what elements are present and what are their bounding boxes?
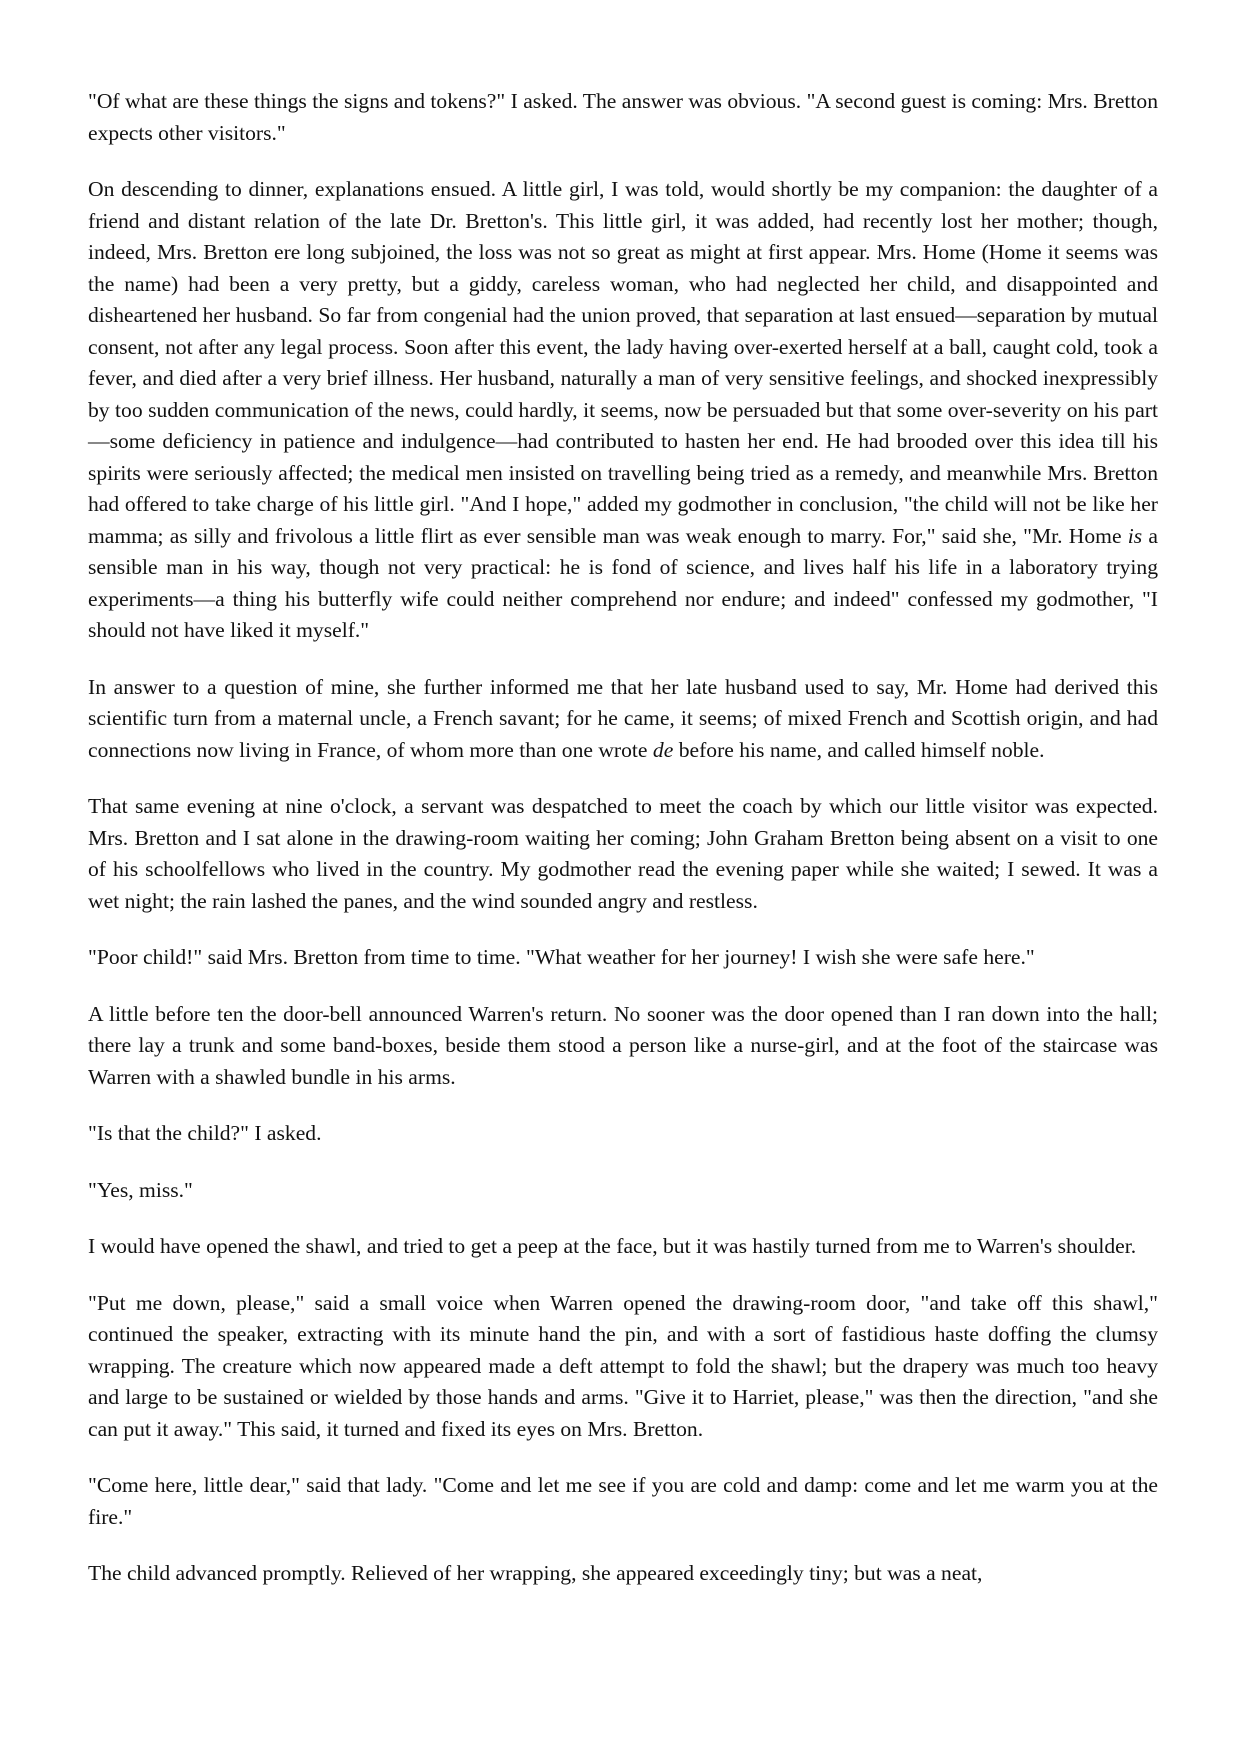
paragraph-2-text-b: a sensible man in his way, though not very practical: he is fond of science, and lives half his life in a laboratory trying experiments—a thing his butterfly wife could neither comprehend nor endure; and indeed" confessed my godmother, "I should not have liked it myself." [88,523,1159,642]
paragraph-1 [88,86,1158,149]
paragraph-5-text: "Poor child!" said Mrs. Bretton from time to time. "What weather for her journey! I wish she were safe here." [88,945,1035,969]
paragraph-4-text: That same evening at nine o'clock, a servant was despatched to meet the coach by which our little visitor was expected. Mrs. Bretton and I sat alone in the drawing-room waiting her coming; John Graham Bretton being absent on a visit to one of his schoolfellows who lived in the country. My godmother read the evening paper while she waited; I sewed. It was a wet night; the rain lashed the panes, and the wind sounded angry and restless. [88,794,1158,913]
paragraph-2-text-a: On descending to dinner, explanations ensued. A little girl, I was told, would shortly be my companion: the daughter of a friend and distant relation of the late Dr. Bretton's. This little girl, it was added, had recently lost her mother; though, indeed, Mrs. Bretton ere long subjoined, the loss was not so great as might at first appear. Mrs. Home (Home it seems was the name) had been a very pretty, but a giddy, careless woman, who had neglected her child, and disappointed and disheartened her husband. So far from congenial had the union proved, that separation at last ensued—separation by mutual consent, not after any legal process. Soon after this event, the lady having over-exerted herself at a ball, caught cold, took a fever, and died after a very brief illness. Her husband, naturally a man of very sensitive feelings, and shocked inexpressibly by too sudden communication of the news, could hardly, it seems, now be persuaded but that some over-severity on his part—some deficiency in patience and indulgence—had contributed to hasten her end. He had brooded over this idea till his spirits were seriously affected; the medical men insisted on travelling being tried as a remedy, and meanwhile Mrs. Bretton had offered to take charge of his little girl. "And I hope," added my godmother in conclusion, "the child will not be like her mamma; as silly and frivolous a little flirt as ever sensible man was weak enough to marry. For," said she, "Mr. Home [88,177,1158,548]
paragraph-8-text: "Yes, miss." [88,1177,193,1202]
paragraph-5 [88,942,1158,974]
paragraph-3-text-a: In answer to a question of mine, she further informed me that her late husband used to say, Mr. Home had derived this scientific turn from a maternal uncle, a French savant; for he came, it seems; of mixed French and Scottish origin, and had connections now living in France, of whom more than one wrote [88,674,1158,762]
paragraph-3 [88,672,1158,767]
paragraph-12 [88,1558,1158,1590]
paragraph-12-text: The child advanced promptly. Relieved of her wrapping, she appeared exceedingly tiny; but was a neat, [88,1561,983,1585]
paragraph-10-text: "Put me down, please," said a small voice when Warren opened the drawing-room door, "and take off this shawl," continued the speaker, extracting with its minute hand the pin, and with a sort of fastidious haste doffing the clumsy wrapping. The creature which now appeared made a deft attempt to fold the shawl; but the drapery was much too heavy and large to be sustained or wielded by those hands and arms. "Give it to Harriet, please," was then the direction, "and she can put it away." This said, it turned and fixed its eyes on Mrs. Bretton. [88,1290,1158,1441]
paragraph-3-emphasis: de [652,737,674,762]
document-page [88,86,1158,1590]
paragraph-6 [88,999,1158,1094]
paragraph-1-text: "Of what are these things the signs and tokens?" I asked. The answer was obvious. "A second guest is coming: Mrs. Bretton expects other visitors." [88,89,1158,145]
paragraph-3-text-b: before his name, and called himself noble. [673,737,1045,762]
paragraph-9-text: I would have opened the shawl, and tried to get a peep at the face, but it was hastily turned from me to Warren's shoulder. [88,1234,1137,1258]
paragraph-4 [88,791,1158,917]
paragraph-11-text: "Come here, little dear," said that lady. "Come and let me see if you are cold and damp: come and let me warm you at the fire." [88,1473,1158,1529]
paragraph-6-text: A little before ten the door-bell announced Warren's return. No sooner was the door opened than I ran down into the hall; there lay a trunk and some band-boxes, beside them stood a person like a nurse-girl, and at the foot of the staircase was Warren with a shawled bundle in his arms. [88,1001,1158,1089]
paragraph-2 [88,174,1158,647]
paragraph-2-emphasis: is [1127,523,1143,548]
paragraph-11 [88,1470,1158,1533]
paragraph-7 [88,1118,1158,1150]
paragraph-10 [88,1288,1158,1446]
paragraph-9 [88,1231,1158,1263]
paragraph-8 [88,1175,1158,1207]
paragraph-7-text: "Is that the child?" I asked. [88,1121,322,1145]
